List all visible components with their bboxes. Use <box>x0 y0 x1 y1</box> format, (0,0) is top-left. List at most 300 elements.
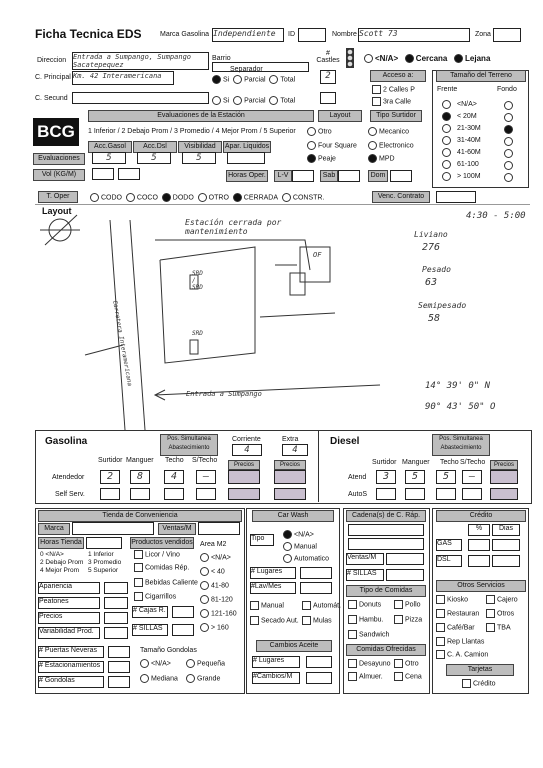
direccion-field[interactable]: Entrada a Sumpango, Sumpango Sacatepequez <box>72 52 209 70</box>
scale-item: 4 Mejor Prom <box>40 567 80 574</box>
dsl-pos-sim: Pos. Simultanea Abastecimiento <box>432 434 490 456</box>
cadena-ventas-field[interactable] <box>386 553 424 565</box>
tarjeta-credito[interactable] <box>462 679 496 688</box>
area-radio-121[interactable] <box>200 609 237 618</box>
gondola-na-label: <N/A> <box>151 660 171 668</box>
area-label: Area M2 <box>200 541 227 548</box>
gondola-pequena-radio[interactable] <box>186 659 195 668</box>
gas-manguer-val[interactable]: 8 <box>130 470 150 484</box>
acceso-header: Acceso a: <box>370 70 426 82</box>
cw-automat[interactable] <box>302 601 341 610</box>
bcg-logo: BCG <box>33 118 79 146</box>
coco-radio[interactable] <box>126 193 135 202</box>
dsl-techo-h: Techo <box>440 459 459 466</box>
zona-field[interactable] <box>493 28 521 42</box>
gas-price-1[interactable] <box>228 470 260 484</box>
kiosko[interactable] <box>436 595 468 604</box>
dos-calles[interactable] <box>372 85 415 94</box>
self-surtidor[interactable] <box>100 488 120 500</box>
cw-mulas-checkbox[interactable] <box>302 616 311 625</box>
cw-mulas[interactable] <box>302 616 332 625</box>
tipo-mpd[interactable] <box>368 154 395 163</box>
tam-gondolas-label: Tamaño Gondolas <box>140 647 197 654</box>
almuer-checkbox[interactable] <box>348 672 357 681</box>
kiosko-checkbox[interactable] <box>436 595 445 604</box>
cw-manual-checkbox[interactable] <box>250 601 259 610</box>
area-81-radio[interactable] <box>200 595 209 604</box>
acc-dsl-header: Acc.Dsl <box>133 141 177 153</box>
peaje-radio[interactable] <box>307 154 316 163</box>
cw-auto-radio[interactable] <box>283 554 292 563</box>
dsl-surtidor-val[interactable]: 3 <box>376 470 396 484</box>
terreno-option-label: 61-100 <box>457 161 479 168</box>
tipo-mecanico-label: Mecanico <box>379 128 409 136</box>
sab-label: Sab <box>320 170 338 182</box>
rep-llantas-label: Rep Llantas <box>447 638 485 646</box>
vol-field-1[interactable] <box>92 168 114 180</box>
electronico-radio[interactable] <box>368 141 377 150</box>
credito-dsl-pct[interactable] <box>468 555 490 567</box>
otro-radio[interactable] <box>198 193 207 202</box>
fondo-label: Fondo <box>497 86 517 93</box>
eval-acc-dsl[interactable]: 5 <box>137 152 171 164</box>
donuts-checkbox[interactable] <box>348 600 357 609</box>
terreno-option-row <box>442 99 522 111</box>
dsl-manguer-val[interactable]: 5 <box>405 470 425 484</box>
hambu-checkbox[interactable] <box>348 615 357 624</box>
cw-auto[interactable] <box>283 554 329 563</box>
carwash-header: Car Wash <box>252 510 334 522</box>
sillas-label: # SILLAS <box>133 625 163 632</box>
pollo-checkbox[interactable] <box>394 600 403 609</box>
autos-techo[interactable] <box>436 488 456 500</box>
pollo[interactable] <box>394 600 421 609</box>
lv-label: L-V <box>274 170 292 182</box>
tienda-header: Tienda de Conveniencia <box>38 510 242 522</box>
layout-time: 4:30 - 5:00 <box>466 211 526 221</box>
fondo-radio[interactable] <box>504 101 513 110</box>
licor-label: Licor / Vino <box>145 551 180 559</box>
sep-radios[interactable] <box>212 75 295 84</box>
cambios-lugares-label: # Lugares <box>253 657 285 664</box>
cw-secado-label: Secado Aut. <box>261 617 299 625</box>
eval-apar-liquidos[interactable] <box>227 152 265 164</box>
variabilidad-label-box <box>38 627 100 639</box>
area-40-radio[interactable] <box>200 567 209 576</box>
dos-calles-checkbox[interactable] <box>372 85 381 94</box>
almuer-label: Almuer. <box>359 673 383 681</box>
rep-llantas-checkbox[interactable] <box>436 637 445 646</box>
id-field[interactable] <box>298 28 326 42</box>
dodo-label: DODO <box>172 194 194 202</box>
lv-field[interactable] <box>292 170 314 182</box>
area-160-label: > 160 <box>211 624 229 632</box>
restauran-checkbox[interactable] <box>436 609 445 618</box>
credito-pct-header: % <box>468 524 490 536</box>
puertas-label: # Puertas Neveras <box>39 647 97 654</box>
sandwich[interactable] <box>348 630 389 639</box>
horas-tienda-field[interactable] <box>86 537 122 549</box>
direccion-label: Direccion <box>37 57 67 64</box>
ca-camion-label: C. A. Camion <box>447 651 489 659</box>
scale-item: 1 Inferior <box>88 551 114 558</box>
frente-radio[interactable] <box>442 160 451 169</box>
self-stecho[interactable] <box>196 488 216 500</box>
cajero-checkbox[interactable] <box>486 595 495 604</box>
toper-label: T. Oper <box>38 191 78 203</box>
cambios-lugares-field[interactable] <box>306 656 332 668</box>
puertas-field[interactable] <box>108 646 130 658</box>
frente-radio[interactable] <box>442 112 451 121</box>
dom-field[interactable] <box>390 170 412 182</box>
gondola-pequena[interactable] <box>186 659 225 668</box>
desayuno[interactable] <box>348 659 391 668</box>
tres-calle-label: 3ra Calle <box>383 98 412 106</box>
tres-calle-checkbox[interactable] <box>372 97 381 106</box>
precios-label-box <box>38 612 100 624</box>
terreno-option-label: 41-60M <box>457 149 481 156</box>
desayuno-label: Desayuno <box>359 660 391 668</box>
tres-calle[interactable] <box>372 97 411 106</box>
terreno-option-row <box>442 123 522 135</box>
eval-acc-gasol[interactable]: 5 <box>92 152 126 164</box>
cw-automat-checkbox[interactable] <box>302 601 311 610</box>
fondo-radio[interactable] <box>504 173 513 182</box>
area-radio-41[interactable] <box>200 581 229 590</box>
cw-manual[interactable] <box>283 542 317 551</box>
dom-label: Dom <box>368 170 388 182</box>
gas-techo-val[interactable]: 4 <box>164 470 184 484</box>
area-121-radio[interactable] <box>200 609 209 618</box>
cajas-label: # Cajas R. <box>133 607 166 614</box>
cena-label: Cena <box>405 673 422 681</box>
four-square-label: Four Square <box>318 142 357 150</box>
otros-serv[interactable] <box>486 609 514 618</box>
autos-stecho[interactable] <box>462 488 482 500</box>
castles-field[interactable]: 2 <box>320 70 336 84</box>
north-arrow-icon <box>40 215 80 245</box>
credito-gas-pct[interactable] <box>468 539 490 551</box>
venc-contrato-field[interactable] <box>436 191 476 203</box>
cw-automat-label: Automát. <box>313 602 342 610</box>
self-price-1[interactable] <box>228 488 260 500</box>
precios-field[interactable] <box>104 612 128 624</box>
horas-tienda-label: Horas Tienda <box>38 537 84 549</box>
pesado-value: 63 <box>425 277 438 288</box>
area-na-radio[interactable] <box>200 553 209 562</box>
tarjeta-credito-checkbox[interactable] <box>462 679 471 688</box>
ca-camion[interactable] <box>436 650 488 659</box>
cafe[interactable] <box>436 623 475 632</box>
fondo-radio[interactable] <box>504 113 513 122</box>
gondola-na[interactable] <box>140 659 171 668</box>
gas-stecho-val[interactable]: — <box>196 470 216 484</box>
four-square-radio[interactable] <box>307 141 316 150</box>
autos-price[interactable] <box>490 488 518 500</box>
apariencia-field[interactable] <box>104 582 128 594</box>
cadena-field-2[interactable] <box>348 538 424 550</box>
cerrada-label: CERRADA <box>243 194 279 202</box>
scale-item: 3 Promedio <box>88 559 122 566</box>
scale-item: 2 Debajo Prom <box>40 559 84 566</box>
corriente-label: Corriente <box>232 436 261 443</box>
tipo-four-square[interactable] <box>307 141 357 150</box>
tipo-electronico[interactable] <box>368 141 414 150</box>
credito-gas-label: GAS <box>436 539 462 551</box>
sandwich-checkbox[interactable] <box>348 630 357 639</box>
eval-visibilidad[interactable]: 5 <box>182 152 216 164</box>
self-price-2[interactable] <box>274 488 306 500</box>
marca-field[interactable]: Independiente <box>212 28 284 42</box>
cw-lugares-label-box <box>250 567 296 579</box>
tipo-otro[interactable] <box>307 127 332 136</box>
eval-scale: 1 Inferior / 2 Debajo Prom / 3 Promedio / 4 Mejor Prom / 5 Superior <box>88 128 296 135</box>
credito-header: Crédito <box>436 510 526 522</box>
sep-parcial-radio[interactable] <box>233 75 242 84</box>
tipo-mecanico-radio[interactable] <box>368 127 377 136</box>
comidas[interactable] <box>134 563 189 572</box>
cw-manual-c-label: Manual <box>261 602 284 610</box>
extra-field[interactable]: 4 <box>282 444 308 456</box>
pizza-label: Pizza <box>405 616 423 624</box>
area-radio-40[interactable] <box>200 567 225 576</box>
sec-parcial-label: Parcial <box>244 97 266 105</box>
terreno-header: Tamaño del Terreno <box>436 70 526 82</box>
estacionamientos-label: # Estacionamientos <box>39 662 101 669</box>
frente-radio[interactable] <box>442 124 451 133</box>
cadena-field-1[interactable] <box>348 524 424 536</box>
donuts[interactable] <box>348 600 381 609</box>
cw-manual-label: Manual <box>294 543 317 551</box>
fondo-radio[interactable] <box>504 149 513 158</box>
layout-button[interactable]: Layout <box>318 110 362 122</box>
frente-radio[interactable] <box>442 136 451 145</box>
vol-field-2[interactable] <box>118 168 140 180</box>
peatones-field[interactable] <box>104 597 128 609</box>
sandwich-label: Sandwich <box>359 631 390 639</box>
licor[interactable] <box>134 550 180 559</box>
desayuno-checkbox[interactable] <box>348 659 357 668</box>
hambu-label: Hambu. <box>359 616 384 624</box>
cajas-field[interactable] <box>172 606 194 618</box>
cprincipal-label: C. Principal <box>35 74 71 81</box>
sep-si-radio[interactable] <box>212 75 221 84</box>
cw-lav-field[interactable] <box>300 582 332 594</box>
sec-si-label: Si <box>223 97 230 105</box>
pesado-label: Pesado <box>422 265 451 274</box>
cambios-mes-field[interactable] <box>306 672 332 684</box>
terreno-option-label: > 100M <box>457 173 481 180</box>
sillas-field[interactable] <box>172 624 194 636</box>
dsl-price[interactable] <box>490 470 518 484</box>
bebidas-checkbox[interactable] <box>134 578 143 587</box>
gondola-grande-radio[interactable] <box>186 674 195 683</box>
cw-secado[interactable] <box>250 616 299 625</box>
autos-manguer[interactable] <box>405 488 425 500</box>
self-manguer[interactable] <box>130 488 150 500</box>
area-radio-81[interactable] <box>200 595 233 604</box>
constr-radio[interactable] <box>282 193 291 202</box>
cigarrillos[interactable] <box>134 592 176 601</box>
cigarrillos-checkbox[interactable] <box>134 592 143 601</box>
comidas-checkbox[interactable] <box>134 563 143 572</box>
cw-manual-radio[interactable] <box>283 542 292 551</box>
otros-checkbox[interactable] <box>486 609 495 618</box>
pizza-checkbox[interactable] <box>394 615 403 624</box>
gas-precios-1: Precios <box>228 460 260 470</box>
area-40-label: < 40 <box>211 568 225 576</box>
cambios-mes-label-box <box>252 672 300 684</box>
self-techo[interactable] <box>164 488 184 500</box>
fondo-radio[interactable] <box>504 161 513 170</box>
cambios-mes-label: #Cambios/M <box>253 673 293 680</box>
fondo-radio[interactable] <box>504 125 513 134</box>
gas-pos-sim: Pos. Simultanea Abastecimiento <box>160 434 218 456</box>
sep-total-radio[interactable] <box>269 75 278 84</box>
variabilidad-field[interactable] <box>104 627 128 639</box>
mpd-radio[interactable] <box>368 154 377 163</box>
ca-camion-checkbox[interactable] <box>436 650 445 659</box>
gondola-grande[interactable] <box>186 674 220 683</box>
marca-label: Marca Gasolina <box>160 31 210 38</box>
almuer[interactable] <box>348 672 383 681</box>
area-41-radio[interactable] <box>200 581 209 590</box>
sec-total-radio[interactable] <box>269 96 278 105</box>
cerrada-radio[interactable] <box>233 193 242 202</box>
cw-na-radio[interactable] <box>283 530 292 539</box>
tipo-otro-radio[interactable] <box>307 127 316 136</box>
dos-calles-label: 2 Calles P <box>383 86 415 94</box>
sab-field[interactable] <box>338 170 360 182</box>
estacionamientos-field[interactable] <box>108 661 130 673</box>
cajero[interactable] <box>486 595 518 604</box>
credito-dsl-dias[interactable] <box>492 555 520 567</box>
terreno-option-label: <N/A> <box>457 101 477 108</box>
tienda-marca-field[interactable] <box>72 522 154 535</box>
cw-na[interactable] <box>283 530 314 539</box>
coco-label: COCO <box>136 194 158 202</box>
pizza[interactable] <box>394 615 422 624</box>
scale-item: 0 <N/A> <box>40 551 64 558</box>
liviano-label: Liviano <box>414 230 448 239</box>
csecund-field[interactable] <box>72 92 209 104</box>
cadena-ventas-label: Ventas/M <box>347 554 377 561</box>
autos-surtidor[interactable] <box>376 488 396 500</box>
cadena-sillas-field[interactable] <box>386 569 424 581</box>
tienda-ventas-label: Ventas/M <box>158 523 196 535</box>
codo-radio[interactable] <box>90 193 99 202</box>
licor-checkbox[interactable] <box>134 550 143 559</box>
cadena-header: Cadena(s) de C. Ráp. <box>346 510 426 522</box>
cad-otro-checkbox[interactable] <box>394 659 403 668</box>
cena-checkbox[interactable] <box>394 672 403 681</box>
gas-precios-2: Precios <box>274 460 306 470</box>
gondola-pequena-label: Pequeña <box>197 660 226 668</box>
gas-stecho-h: S/Techo <box>192 457 218 464</box>
cafe-checkbox[interactable] <box>436 623 445 632</box>
cw-manual-c[interactable] <box>250 601 284 610</box>
latitude: 14° 39' 0" N <box>425 381 491 391</box>
rep-llantas[interactable] <box>436 637 484 646</box>
frente-radio[interactable] <box>442 148 451 157</box>
codo-label: CODO <box>101 194 122 202</box>
cprincipal-field[interactable]: Km. 42 Interamericana <box>72 71 174 85</box>
restauran[interactable] <box>436 609 479 618</box>
dsl-stecho-val[interactable]: — <box>462 470 482 484</box>
cadena-ventas-label-box <box>346 553 384 565</box>
evaluaciones-label: Evaluaciones <box>33 153 85 165</box>
dist-cercana-radio[interactable] <box>405 54 414 63</box>
dist-na-radio[interactable] <box>364 54 373 63</box>
hambu[interactable] <box>348 615 384 624</box>
area-160-radio[interactable] <box>200 623 209 632</box>
frente-radio[interactable] <box>442 100 451 109</box>
cena[interactable] <box>394 672 422 681</box>
distance-radios[interactable] <box>364 54 490 63</box>
dsl-techo-val[interactable]: 5 <box>436 470 456 484</box>
selfserv-label: Self Serv. <box>55 491 85 498</box>
gas-price-2[interactable] <box>274 470 306 484</box>
bebidas[interactable] <box>134 578 198 587</box>
semipesado-value: 58 <box>428 313 441 324</box>
cw-secado-checkbox[interactable] <box>250 616 259 625</box>
tipo-mecanico[interactable] <box>368 127 409 136</box>
terreno-option-row <box>442 111 522 123</box>
gondola-na-radio[interactable] <box>140 659 149 668</box>
tba-label: TBA <box>497 624 511 632</box>
layout-sketch <box>35 205 535 430</box>
sec-castles-field[interactable] <box>320 92 336 104</box>
tipo-peaje[interactable] <box>307 154 336 163</box>
tba-checkbox[interactable] <box>486 623 495 632</box>
dist-lejana-radio[interactable] <box>454 54 463 63</box>
area-radio-na[interactable] <box>200 553 231 562</box>
frente-radio[interactable] <box>442 172 451 181</box>
gondola-mediana[interactable] <box>140 674 178 683</box>
tipo-otro-label: Otro <box>318 128 332 136</box>
dodo-radio[interactable] <box>162 193 171 202</box>
credito-gas-dias[interactable] <box>492 539 520 551</box>
semipesado-label: Semipesado <box>418 301 467 310</box>
gondolas-field[interactable] <box>108 676 130 688</box>
sillas-label-box <box>132 624 168 636</box>
area-radio-160[interactable] <box>200 623 229 632</box>
cw-na-label: <N/A> <box>294 531 314 539</box>
sec-sep-radios[interactable] <box>212 96 295 105</box>
cad-otro[interactable] <box>394 659 419 668</box>
gondola-mediana-radio[interactable] <box>140 674 149 683</box>
sec-parcial-radio[interactable] <box>233 96 242 105</box>
terreno-option-row <box>442 159 522 171</box>
scale-item: 5 Superior <box>88 567 118 574</box>
area-41-label: 41-80 <box>211 582 229 590</box>
fondo-radio[interactable] <box>504 137 513 146</box>
tienda-ventas-field[interactable] <box>198 522 240 535</box>
carwash-tipo-label-box <box>250 534 274 546</box>
toper-radios[interactable] <box>90 193 324 202</box>
corriente-field[interactable]: 4 <box>232 444 262 456</box>
gasolina-title: Gasolina <box>45 436 88 447</box>
sep-total-label: Total <box>280 76 296 84</box>
cw-lugares-field[interactable] <box>300 567 332 579</box>
tba[interactable] <box>486 623 511 632</box>
gas-surtidor-val[interactable]: 2 <box>100 470 120 484</box>
nombre-field[interactable]: Scott 73 <box>358 28 470 42</box>
estacionamientos-label-box <box>38 661 104 673</box>
sec-si-radio[interactable] <box>212 96 221 105</box>
surtidor-button[interactable]: Tipo Surtidor <box>370 110 422 122</box>
castles-label: # Castles <box>316 50 340 64</box>
